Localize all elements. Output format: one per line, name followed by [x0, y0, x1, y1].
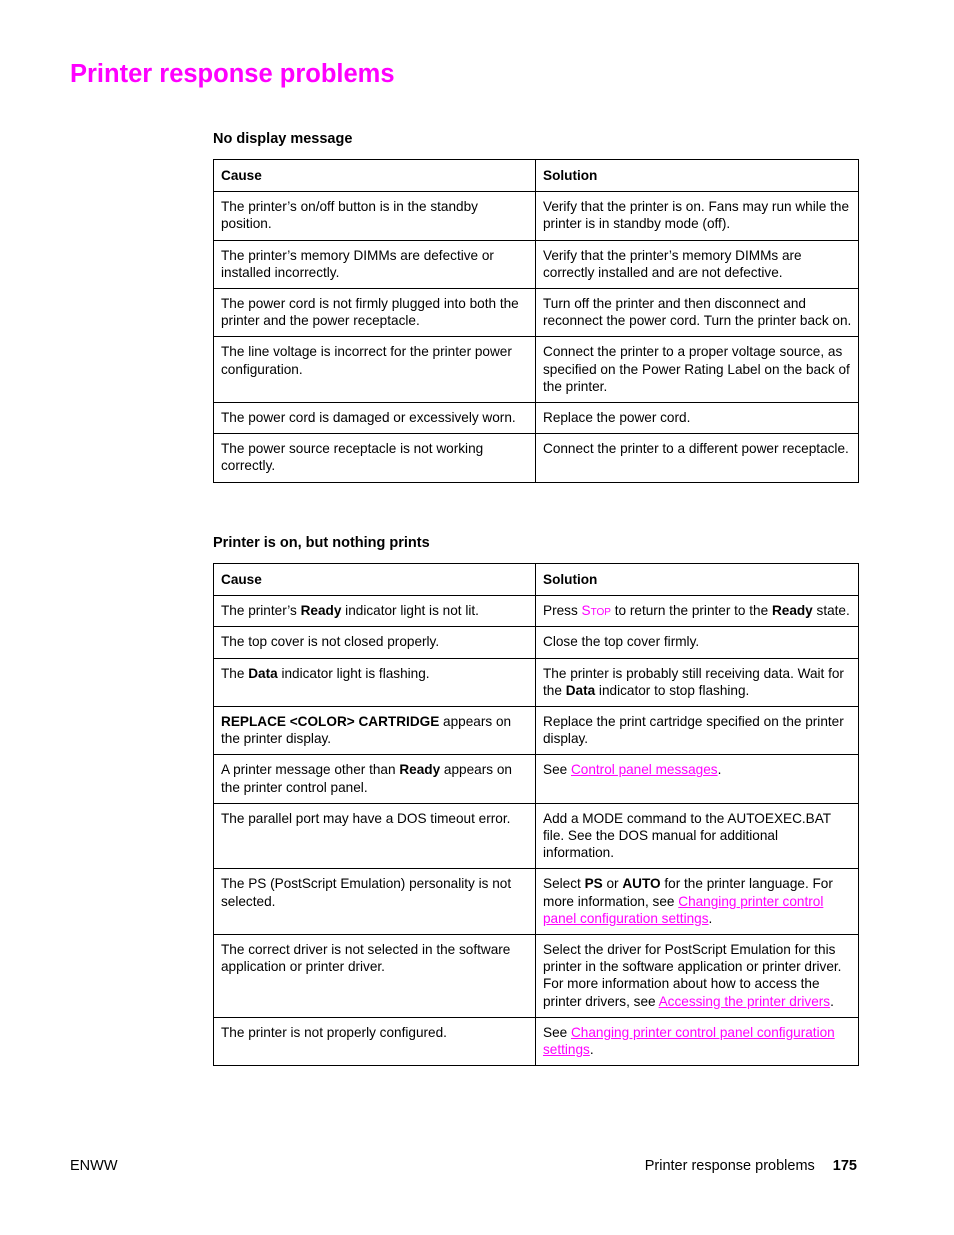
solution-cell: Select PS or AUTO for the printer language. For more information, see Changing printer control panel configuration settings.	[536, 869, 859, 935]
table-row	[214, 403, 859, 434]
table-header-row	[214, 564, 859, 596]
cross-reference-link[interactable]: Changing printer control panel configuration settings	[543, 1024, 835, 1058]
cause-header: Cause	[214, 564, 536, 596]
solution-cell: Press Stop to return the printer to the Ready state.	[536, 596, 859, 627]
table-row	[214, 803, 859, 869]
cause-cell: The printer is not properly configured.	[214, 1017, 536, 1065]
emphasis-text: REPLACE <COLOR> CARTRIDGE	[221, 714, 440, 730]
footer-left: ENWW	[70, 1158, 118, 1174]
solution-cell: Close the top cover firmly.	[536, 627, 859, 658]
cause-cell: The parallel port may have a DOS timeout error.	[214, 803, 536, 869]
cause-cell: The printer’s Ready indicator light is not lit.	[214, 596, 536, 627]
nothing-prints-table	[213, 563, 859, 1066]
section-heading-no-display: No display message	[213, 131, 353, 147]
solution-cell: See Changing printer control panel configuration settings.	[536, 1017, 859, 1065]
page-number: 175	[832, 1158, 857, 1174]
solution-header: Solution	[536, 564, 859, 596]
table-row	[214, 627, 859, 658]
cause-cell: The correct driver is not selected in the software application or printer driver.	[214, 935, 536, 1018]
emphasis-text: PS	[584, 876, 603, 892]
cause-cell: The Data indicator light is flashing.	[214, 658, 536, 706]
table-row	[214, 935, 859, 1018]
cause-cell: The power cord is damaged or excessively worn.	[214, 403, 536, 434]
table-row	[214, 1017, 859, 1065]
solution-cell: Replace the power cord.	[536, 403, 859, 434]
section-heading-nothing-prints: Printer is on, but nothing prints	[213, 535, 430, 551]
solution-cell: See Control panel messages.	[536, 755, 859, 803]
footer-section-title: Printer response problems	[644, 1158, 815, 1174]
solution-cell: Connect the printer to a proper voltage source, as specified on the Power Rating Label on the back of the printer.	[536, 337, 859, 403]
cause-cell: The printer’s on/off button is in the standby position.	[214, 192, 536, 240]
table-row	[214, 289, 859, 337]
table-row	[214, 434, 859, 482]
solution-cell: Connect the printer to a different power receptacle.	[536, 434, 859, 482]
cause-cell: The top cover is not closed properly.	[214, 627, 536, 658]
solution-cell: Add a MODE command to the AUTOEXEC.BAT file. See the DOS manual for additional information.	[536, 803, 859, 869]
footer-right	[645, 1158, 857, 1174]
table-row	[214, 755, 859, 803]
emphasis-text: Ready	[771, 603, 813, 619]
table-row	[214, 869, 859, 935]
solution-cell: Select the driver for PostScript Emulation for this printer in the software application or printer driver. For more information about how to access the printer drivers, see Accessing the printer drivers.	[536, 935, 859, 1018]
no-display-table-body	[214, 192, 859, 482]
cause-header: Cause	[214, 160, 536, 192]
cross-reference-link[interactable]: Changing printer control panel configuration settings	[543, 893, 824, 926]
cross-reference-link[interactable]: Accessing the printer drivers	[658, 993, 831, 1009]
button-name-text: Stop	[581, 603, 611, 619]
table-row	[214, 240, 859, 288]
no-display-table	[213, 159, 859, 483]
cause-cell: REPLACE <COLOR> CARTRIDGE appears on the printer display.	[214, 707, 536, 755]
table-header-row	[214, 160, 859, 192]
table-row	[214, 707, 859, 755]
cause-cell: A printer message other than Ready appears on the printer control panel.	[214, 755, 536, 803]
emphasis-text: AUTO	[622, 876, 661, 892]
solution-cell: Verify that the printer is on. Fans may run while the printer is in standby mode (off).	[536, 192, 859, 240]
table-row	[214, 596, 859, 627]
solution-cell: The printer is probably still receiving data. Wait for the Data indicator to stop flashing.	[536, 658, 859, 706]
solution-cell: Turn off the printer and then disconnect and reconnect the power cord. Turn the printer back on.	[536, 289, 859, 337]
emphasis-text: Data	[565, 682, 596, 698]
emphasis-text: Ready	[399, 762, 441, 778]
table-row	[214, 658, 859, 706]
solution-cell: Verify that the printer’s memory DIMMs are correctly installed and are not defective.	[536, 240, 859, 288]
emphasis-text: Ready	[300, 603, 342, 619]
cause-cell: The power source receptacle is not working correctly.	[214, 434, 536, 482]
solution-cell: Replace the print cartridge specified on the printer display.	[536, 707, 859, 755]
emphasis-text: Data	[248, 665, 278, 681]
cause-cell: The PS (PostScript Emulation) personality is not selected.	[214, 869, 536, 935]
cause-cell: The line voltage is incorrect for the printer power configuration.	[214, 337, 536, 403]
solution-header: Solution	[536, 160, 859, 192]
table-row	[214, 192, 859, 240]
nothing-prints-table-body	[214, 596, 859, 1066]
cause-cell: The power cord is not firmly plugged into both the printer and the power receptacle.	[214, 289, 536, 337]
page-title: Printer response problems	[70, 60, 395, 88]
table-row	[214, 337, 859, 403]
cross-reference-link[interactable]: Control panel messages	[570, 762, 718, 778]
cause-cell: The printer’s memory DIMMs are defective or installed incorrectly.	[214, 240, 536, 288]
